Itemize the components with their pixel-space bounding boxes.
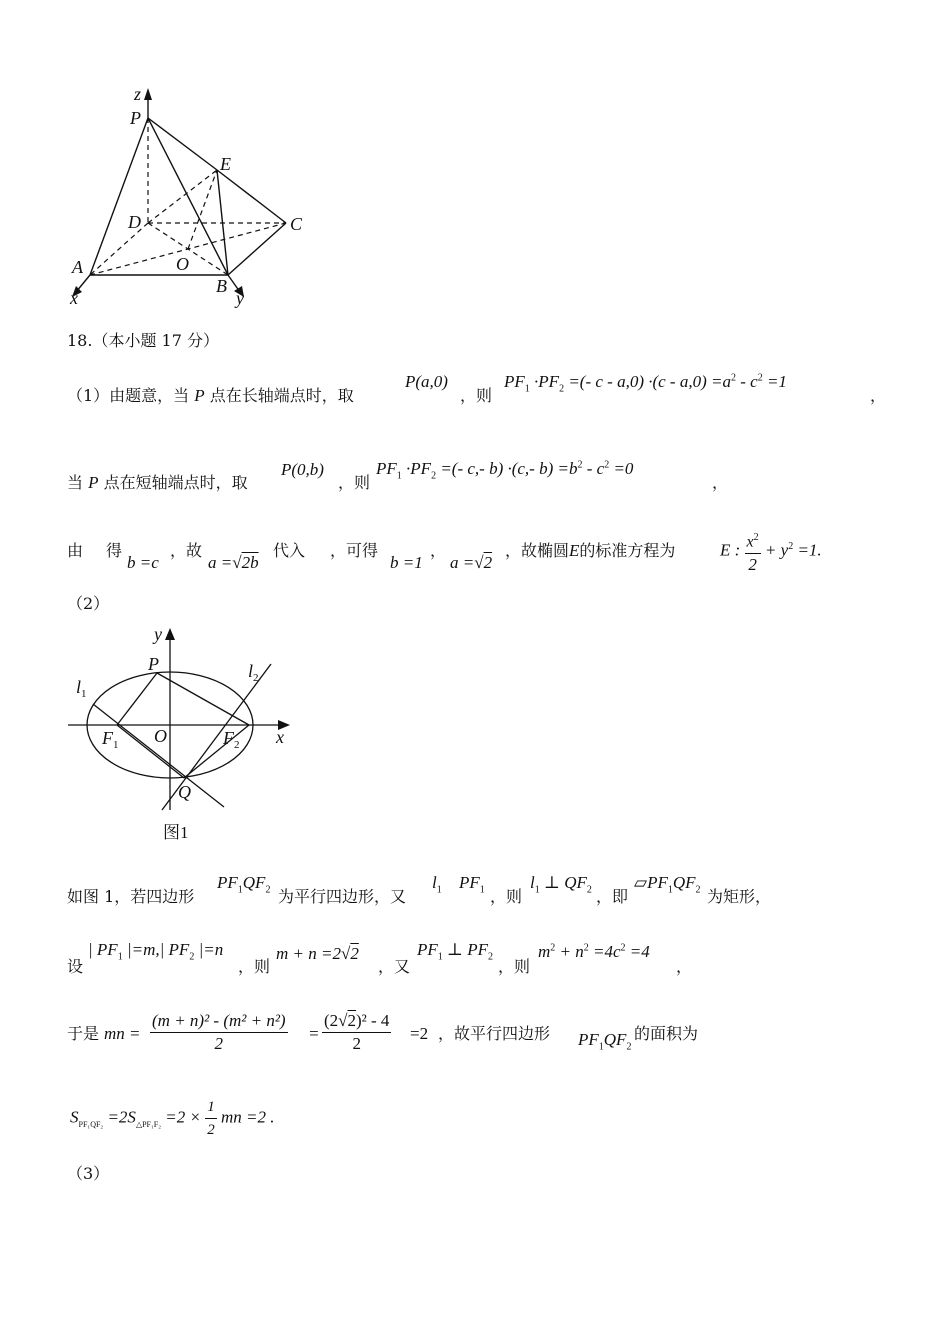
p1-l2-ze: ，则	[338, 473, 371, 492]
problem-heading: 18.（本小题 17 分）	[67, 331, 219, 350]
label-F1: $F_1$	[102, 728, 119, 751]
p1-l3-kede: ，可得	[330, 541, 379, 560]
segment-PF2	[157, 673, 249, 725]
den-2: 2	[748, 555, 757, 575]
plus-y: + y	[764, 540, 789, 560]
mn-eq: mn =	[104, 1024, 141, 1043]
eq1-pf: PF	[504, 372, 525, 391]
label-C: C	[290, 214, 303, 234]
frac2-num-a: (2	[324, 1011, 339, 1030]
area-mid: =2S	[107, 1107, 136, 1127]
area-tail: =2 ×	[165, 1107, 201, 1127]
p2-l2-a: 设	[67, 957, 84, 976]
edge-PB	[148, 118, 228, 275]
E-colon: E :	[720, 540, 741, 560]
l1-letter: l	[432, 873, 437, 892]
m2-plus-n2: $m^2 + n^2 =4c^2 =4$	[538, 942, 650, 961]
frac2-den: 2	[352, 1034, 361, 1053]
quad2-qf: QF	[603, 1030, 627, 1049]
quad-qf: QF	[242, 873, 266, 892]
eq1-end: =1	[766, 372, 787, 391]
frac1-num: (m + n)² - (m² + n²)	[150, 1010, 288, 1033]
a-eq: a =	[208, 553, 233, 572]
eq-four: =4	[629, 942, 650, 961]
a-eq-sqrt2b: a =√2b	[208, 553, 259, 572]
frac2-num-c: )² - 4	[356, 1011, 390, 1030]
p2-l2-d: ，则	[498, 957, 531, 976]
l1-letter-2: l	[530, 873, 535, 892]
b-eq-c: b =c	[127, 553, 159, 572]
p1-ze: ，则	[460, 386, 493, 405]
eq1-pf2: PF	[538, 372, 560, 391]
part1-line2	[67, 473, 248, 493]
perp-pf2: ⊥ PF	[447, 940, 489, 959]
p1-text2: 点在长轴端点时，取	[209, 386, 354, 405]
eq2-pf: PF	[376, 459, 397, 478]
label-B: B	[216, 276, 227, 296]
label-x: x	[70, 288, 78, 308]
p2-l1-e: 为矩形，	[707, 887, 772, 906]
label-F2: $F_2$	[223, 728, 240, 751]
n-sq: + n	[559, 942, 584, 961]
part3-label: （3）	[67, 1164, 110, 1183]
label-z: z	[134, 84, 142, 104]
eq2-pf2: PF	[410, 459, 432, 478]
p1-l3-gu: ，故	[170, 541, 203, 560]
eq2-end: =0	[613, 459, 634, 478]
p1-l3-de: 得	[106, 541, 123, 560]
part2-label: （2）	[67, 594, 110, 613]
area-S: S	[70, 1107, 79, 1127]
p1-l2-P: P	[88, 473, 99, 492]
p1-trailing-comma: ，	[870, 386, 887, 405]
p2-l3-c: 的面积为	[634, 1024, 699, 1043]
label-P: P	[130, 108, 141, 128]
pf1-letters: PF	[459, 873, 480, 892]
p1-text: （1）由题意，当	[67, 386, 190, 405]
p1-l2-text: 当	[67, 473, 84, 492]
label-l1: $l_1$	[76, 677, 87, 700]
eq-n: |=n	[198, 940, 224, 959]
point-P-a0: P(a,0)	[405, 372, 448, 391]
quad2-pf: PF	[578, 1030, 599, 1049]
p2-l1-c: ，则	[490, 887, 523, 906]
p1-l2-comma: ，	[712, 473, 729, 492]
abs-pf1: | PF	[88, 940, 118, 959]
quad-pf: PF	[217, 873, 238, 892]
x-sq: x	[746, 533, 754, 551]
perp-qf: ⊥ QF	[543, 873, 587, 892]
area-end: mn =2 .	[220, 1107, 275, 1127]
p2-l1-b: 为平行四边形，又	[278, 887, 407, 906]
eq-m: |=m,| PF	[126, 940, 190, 959]
p1-l2-text2: 点在短轴端点时，取	[103, 473, 248, 492]
figure-caption: 图1	[163, 823, 189, 842]
half-den: 2	[207, 1122, 215, 1138]
edge-PE	[148, 118, 217, 170]
pyramid-figure	[60, 80, 320, 310]
label-l2: $l_2$	[248, 661, 259, 684]
m-plus-n-text: m + n =2	[276, 944, 341, 963]
p2-l1-d: ，即	[596, 887, 629, 906]
eq-2: =2	[410, 1024, 429, 1043]
eq-sign: =	[308, 1024, 320, 1043]
frac-1	[150, 1010, 288, 1055]
area-formula	[70, 1096, 274, 1141]
p2-l2-b: ，则	[238, 957, 271, 976]
area-sub2: △PF₁F₂	[135, 1119, 162, 1129]
a-eq-sqrt2: a =√2	[450, 553, 493, 572]
pf1-sym: $PF_1$	[459, 873, 485, 896]
p1-l3-dairu: 代入	[273, 541, 306, 560]
part1-line1	[67, 386, 354, 406]
line-l1	[93, 704, 224, 807]
abs-pf1-eq-m: | $PF_1$ |=m,| $PF_2$ |=n	[88, 940, 224, 963]
m-plus-n: m + n =2√2	[276, 944, 359, 963]
E-letter: E	[569, 541, 580, 560]
rect-pf: ▱PF	[634, 873, 668, 892]
p1-l3-comma: ，	[430, 541, 447, 560]
p2-l3-a: 于是	[67, 1024, 100, 1043]
quad-PF1QF2: $PF_1QF_2$	[217, 873, 271, 896]
segment-F2Q	[184, 725, 249, 778]
label-y: y	[236, 288, 244, 308]
m-sq: m	[538, 942, 551, 961]
p2-l2-e: ，	[676, 957, 693, 976]
area-sub: PF₁QF₂	[78, 1119, 104, 1129]
p2-l2-c: ，又	[378, 957, 411, 976]
rect-PF1QF2: $▱PF_1QF_2$	[634, 873, 701, 896]
l1-perp-qf2: $l_1$ ⊥ $QF_2$	[530, 873, 592, 896]
edge-EC	[217, 170, 286, 223]
point-P-0b: P(0,b)	[281, 460, 324, 479]
a-eq2: a =	[450, 553, 475, 572]
eq1-rest: =(- c - a,0) ·(c - a,0) =a	[568, 372, 731, 391]
edge-OE	[188, 170, 217, 249]
rect-qf: QF	[672, 873, 696, 892]
eq1: $PF_1 \cdot PF_2$ =(- $c - a,0) \cdot(c - a,0) =a^2 - c^2 =1$	[504, 372, 787, 395]
four-c-sq: =4c	[593, 942, 621, 961]
edge-PA	[90, 118, 148, 275]
l1-sym: $l_1$	[432, 873, 442, 896]
sqrt2-a: 2	[483, 553, 493, 572]
label-O: O	[154, 726, 167, 746]
conclusion-text: ，故椭圆	[505, 541, 570, 560]
half-num: 1	[205, 1096, 217, 1119]
pf1-perp-pf2: $PF_1$ ⊥ $PF_2$	[417, 940, 494, 963]
p1-l3-you: 由	[67, 541, 84, 560]
label-P: P	[148, 654, 159, 674]
ellipse-equation: E : $\frac{x^2}{2}$ + $y^2 =1$.	[720, 527, 822, 576]
y-arrow	[165, 628, 175, 640]
ellipse-figure	[60, 620, 310, 850]
sqrt2b: 2b	[241, 553, 259, 572]
b-eq-1: b =1	[390, 553, 423, 572]
eq-one: =1.	[797, 540, 822, 560]
frac-2: $\frac{\text{(2√2)² - 4}}{2}$	[324, 1011, 390, 1053]
p2-l1-a: 如图 1，若四边形	[67, 887, 195, 906]
eq1-tail: - c	[740, 372, 758, 391]
label-E: E	[220, 154, 231, 174]
sqrt2-b: 2	[350, 944, 359, 963]
label-x: x	[276, 727, 284, 747]
label-A: A	[72, 257, 83, 277]
eq2-rest: =(- c,- b) ·(c,- b) =b	[440, 459, 578, 478]
z-arrow	[144, 88, 152, 100]
frac1-den: 2	[214, 1034, 224, 1053]
eq2-tail: - c	[586, 459, 605, 478]
quad-PF1QF2-2: $PF_1QF_2$	[578, 1030, 632, 1053]
label-y: y	[154, 624, 162, 644]
p1-l3-conclusion	[505, 541, 675, 561]
pf1-perp: PF	[417, 940, 438, 959]
eq2: $PF_1 \cdot PF_2$ =(- c,- b) ·(c,- $b) =b^2 - c^2 =0$	[376, 459, 634, 482]
p1-P: P	[194, 386, 205, 405]
p2-l3-b: ，故平行四边形	[438, 1024, 551, 1043]
frac2-num-b: 2	[347, 1011, 357, 1030]
label-D: D	[128, 212, 141, 232]
std-text: 的标准方程为	[579, 541, 676, 560]
label-O: O	[176, 254, 189, 274]
label-Q: Q	[178, 782, 191, 802]
